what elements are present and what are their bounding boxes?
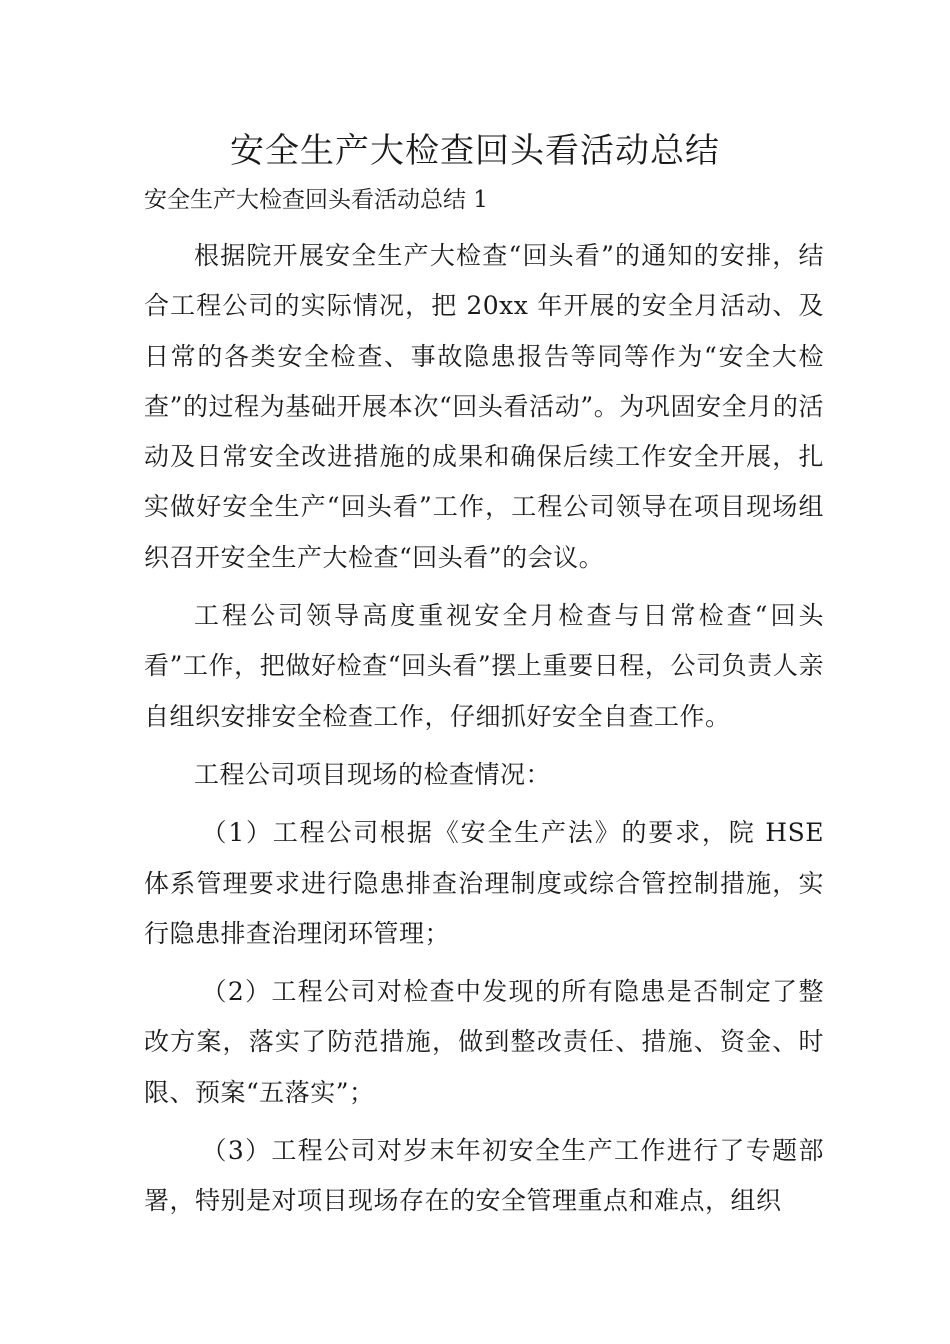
document-body xyxy=(144,231,824,1235)
paragraph-inspection-heading: 工程公司项目现场的检查情况： xyxy=(194,759,552,789)
paragraph-intro: 根据院开展安全生产大检查“回头看”的通知的安排，结合工程公司的实际情况，把 20xx 年开展的安全月活动、及日常的各类安全检查、事故隐患报告等同等作为“安全大检查”的过程为基础开展本次“回头看活动”。为巩固安全月的活动及日常安全改进措施的成果和确保后续工作安全开展，扎实做好安全生产“回头看”工作，工程公司领导在项目现场组织召开安全生产大检查“回头看”的会议。 xyxy=(144,241,824,572)
paragraph-item-3: （3）工程公司对岁末年初安全生产工作进行了专题部署，特别是对项目现场存在的安全管理重点和难点，组织 xyxy=(144,1136,824,1216)
paragraph-item-1: （1）工程公司根据《安全生产法》的要求，院 HSE 体系管理要求进行隐患排查治理制度或综合管控制措施，实行隐患排查治理闭环管理； xyxy=(144,818,824,948)
document-title: 安全生产大检查回头看活动总结 xyxy=(230,131,720,171)
paragraph-leadership: 工程公司领导高度重视安全月检查与日常检查“回头看”工作，把做好检查“回头看”摆上重要日程，公司负责人亲自组织安排安全检查工作，仔细抓好安全自查工作。 xyxy=(144,601,824,731)
document-subtitle: 安全生产大检查回头看活动总结 1 xyxy=(144,187,488,213)
paragraph-item-2: （2）工程公司对检查中发现的所有隐患是否制定了整改方案，落实了防范措施，做到整改责任、措施、资金、时限、预案“五落实”； xyxy=(144,977,824,1107)
